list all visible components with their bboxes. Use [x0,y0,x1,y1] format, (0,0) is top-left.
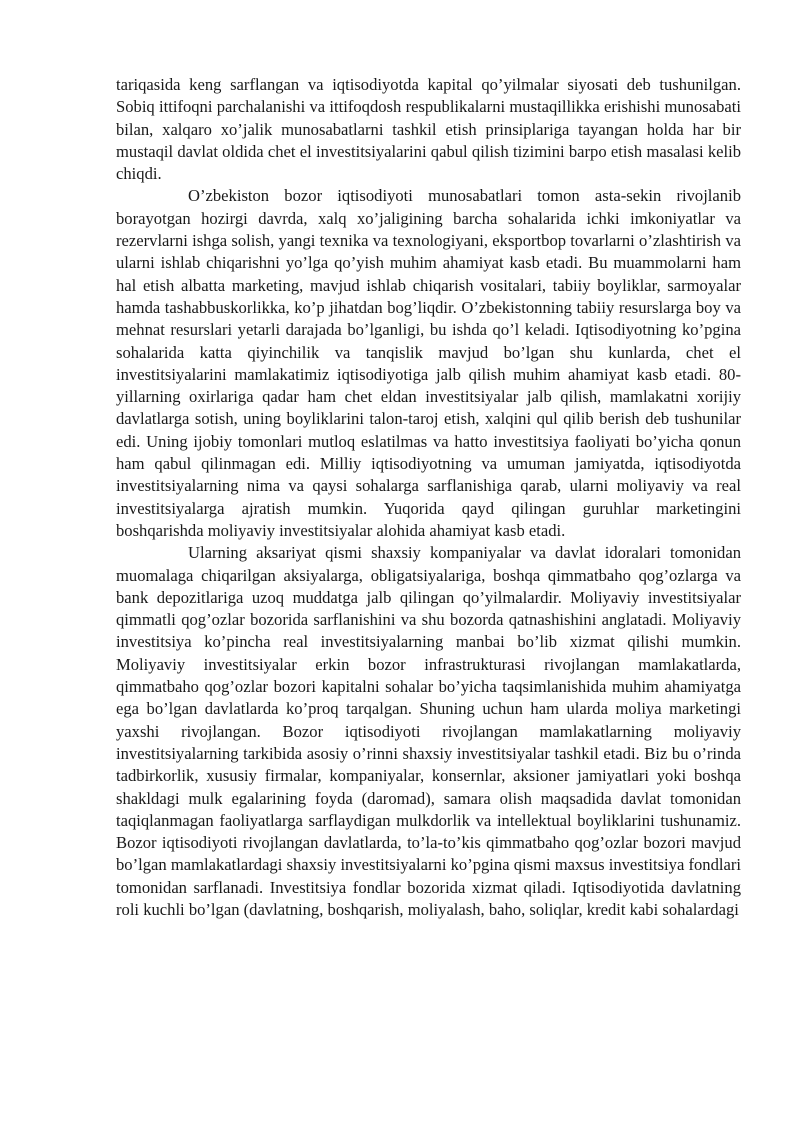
paragraph-uzbekistan-investment: O’zbekiston bozor iqtisodiyoti munosabatlari tomon asta-sekin rivojlanib borayotgan hozirgi davrda, xalq xo’jaligining barcha sohalarida ichki imkoniyatlar va rezervlarni ishga solish, yangi texnika va texnologiyani, eksportbop tovarlarni o’zlashtirish va ularni ishlab chiqarishni yo’lga qo’yish muhim ahamiyat kasb etadi. Bu muammolarni ham hal etish albatta marketing, mavjud ishlab chiqarish vositalari, tabiiy boyliklar, sarmoyalar hamda tashabbuskorlikka, ko’p jihatdan bog’liqdir. O’zbekistonning tabiiy resurslarga boy va mehnat resurslari yetarli darajada bo’lganligi, bu ishda qo’l keladi. Iqtisodiyotning ko’pgina sohalarida katta qiyinchilik va tanqislik mavjud bo’lgan shu kunlarda, chet el investitsiyalarini mamlakatimiz iqtisodiyotiga jalb qilish muhim ahamiyat kasb etadi. 80-yillarning oxirlariga qadar ham chet eldan investitsiyalar jalb qilish, mamlakatni xorijiy davlatlarga sotish, uning boyliklarini talon-taroj etish, xalqini qul qilib berish deb tushunilar edi. Uning ijobiy tomonlari mutloq eslatilmas va hatto investitsiya faoliyati bo’yicha qonun ham qabul qilinmagan edi. Milliy iqtisodiyotning va umuman jamiyatda, iqtisodiyotda investitsiyalarning nima va qaysi sohalarga sarflanishiga qarab, ularni moliyaviy va real investitsiyalarga ajratish mumkin. Yuqorida qayd qilingan guruhlar marketingini boshqarishda moliyaviy investitsiyalar alohida ahamiyat kasb etadi. [116,186,741,540]
paragraph-financial-investments: Ularning aksariyat qismi shaxsiy kompaniyalar va davlat idoralari tomonidan muomalaga chiqarilgan aksiyalarga, obligatsiyalariga, boshqa qimmatbaho qog’ozlarga va bank depozitlariga uzoq muddatga jalb qilingan qo’yilmalardir. Moliyaviy investitsiyalar qimmatli qog’ozlar bozorida sarflanishini va shu bozorda qatnashishini anglatadi. Moliyaviy investitsiya ko’pincha real investitsiyalarning manbai bo’lib xizmat qilishi mumkin. Moliyaviy investitsiyalar erkin bozor infrastrukturasi rivojlangan mamlakatlarda, qimmatbaho qog’ozlar bozori kapitalni sohalar bo’yicha taqsimlanishida muhim ahamiyatga ega bo’lgan davlatlarda ko’proq tarqalgan. Shuning uchun ham ularda moliya marketingi yaxshi rivojlangan. Bozor iqtisodiyoti rivojlangan mamlakatlarning moliyaviy investitsiyalarning tarkibida asosiy o’rinni shaxsiy investitsiyalar tashkil etadi. Biz bu o’rinda tadbirkorlik, xususiy firmalar, kompaniyalar, konsernlar, aksioner jamiyatlari yoki boshqa shakldagi mulk egalarining foyda (daromad), samara olish maqsadida davlat tomonidan taqiqlanmagan faoliyatlarga sarflaydigan mulkdorlik va intellektual boyliklarini tushunamiz. Bozor iqtisodiyoti rivojlangan davlatlarda, to’la-to’kis qimmatbaho qog’ozlar bozori mavjud bo’lgan mamlakatlardagi shaxsiy investitsiyalarni ko’pgina qismi maxsus investitsiya fondlari tomonidan sarflanadi. Investitsiya fondlar bozorida xizmat qiladi. Iqtisodiyotida davlatning roli kuchli bo’lgan (davlatning, boshqarish, moliyalash, baho, soliqlar, kredit kabi sohalardagi [116,543,741,919]
paragraph-continuation: tariqasida keng sarflangan va iqtisodiyotda kapital qo’yilmalar siyosati deb tushunilgan. Sobiq ittifoqni parchalanishi va ittifoqdosh respublikalarni mustaqillikka erishishi munosabati bilan, xalqaro xo’jalik munosabatlarni tashkil etish prinsiplariga tayangan holda har bir mustaqil davlat oldida chet el investitsiyalarini qabul qilish tizimini barpo etish masalasi kelib chiqdi. [116,75,741,184]
document-page [116,74,741,921]
